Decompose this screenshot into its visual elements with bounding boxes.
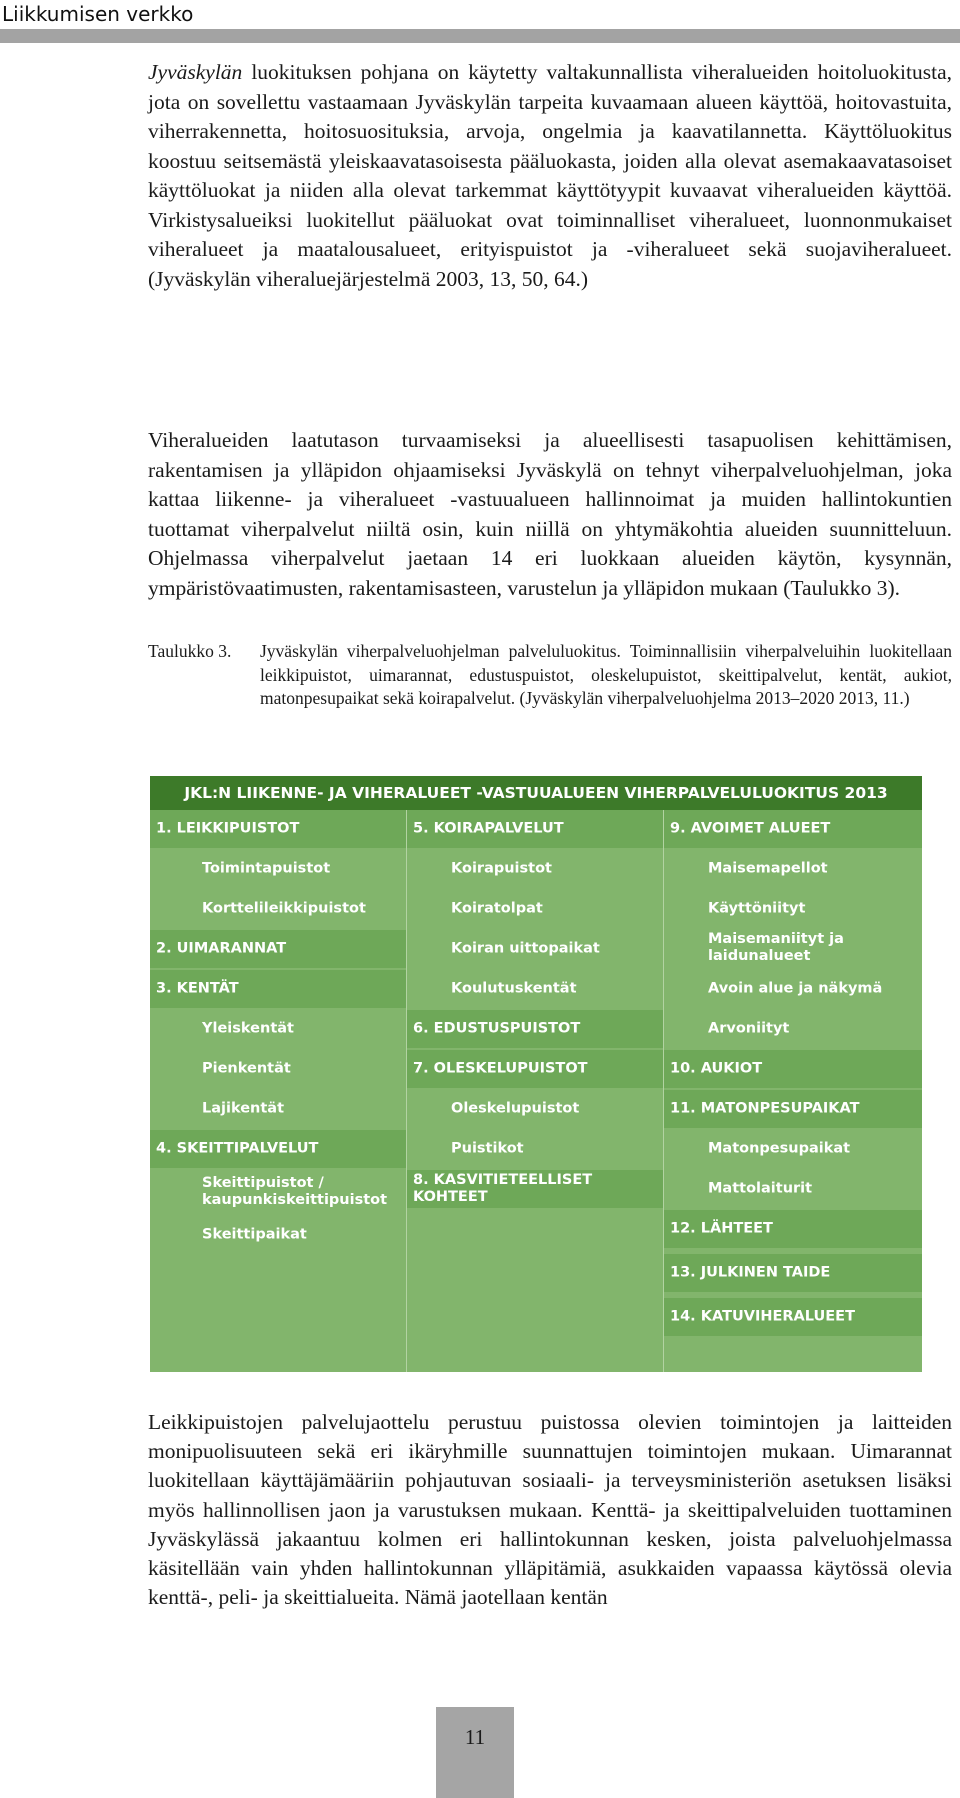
figure-column-1 <box>150 810 406 1372</box>
page-number-box <box>436 1707 514 1798</box>
category-lahteet: 12. LÄHTEET <box>664 1210 922 1248</box>
caption-text: Jyväskylän viherpalveluohjelman palveluluokitus. Toiminnallisiin viherpalveluihin luokitellaan leikkipuistot, uimarannat, edustuspuistot, oleskelupuistot, skeittipalvelut, kentät, aukiot, matonpesupaikat sekä koirapalvelut. (Jyväskylän viherpalveluohjelma 2013–2020 2013, 11.) <box>260 641 952 708</box>
figure-column-3 <box>664 810 922 1372</box>
subcategory-lajikentat: Lajikentät <box>202 1100 285 1117</box>
paragraph-intro-lead: Jyväskylän <box>148 60 243 84</box>
subcategory-pienkentat: Pienkentät <box>202 1060 291 1077</box>
subcategory-matonpesupaikat: Matonpesupaikat <box>708 1140 851 1157</box>
subcategory-koiran-uittopaikat: Koiran uittopaikat <box>451 940 600 957</box>
category-kentat: 3. KENTÄT <box>150 970 406 1008</box>
table-caption <box>148 640 952 711</box>
category-kasvitieteelliset-kohteet: 8. KASVITIETEELLISET KOHTEET <box>407 1170 663 1208</box>
subcategory-oleskelupuistot: Oleskelupuistot <box>451 1100 580 1117</box>
subcategory-koirapuistot: Koirapuistot <box>451 860 552 877</box>
subcategory-koulutuskentat: Koulutuskentät <box>451 980 577 997</box>
subcategory-yleiskentat: Yleiskentät <box>202 1020 294 1037</box>
category-edustuspuistot: 6. EDUSTUSPUISTOT <box>407 1010 663 1048</box>
category-avoimet-alueet: 9. AVOIMET ALUEET <box>664 810 922 848</box>
header-rule <box>0 29 960 43</box>
page-number: 11 <box>464 1725 486 1749</box>
category-skeittipalvelut: 4. SKEITTIPALVELUT <box>150 1130 406 1168</box>
figure-title: JKL:N LIIKENNE- JA VIHERALUEET -VASTUUALUEEN VIHERPALVELULUOKITUS 2013 <box>150 776 922 810</box>
subcategory-korttelileikkipuistot: Korttelileikkipuistot <box>202 900 366 917</box>
category-aukiot: 10. AUKIOT <box>664 1050 922 1088</box>
caption-label: Taulukko 3. <box>148 641 232 661</box>
subcategory-kayttoniityt: Käyttöniityt <box>708 900 806 917</box>
subcategory-maisemaniityt: Maisemaniityt ja laidunalueet <box>708 931 844 964</box>
category-oleskelupuistot: 7. OLESKELUPUISTOT <box>407 1050 663 1088</box>
paragraph-intro <box>148 58 952 294</box>
category-katuviheralueet: 14. KATUVIHERALUEET <box>664 1298 922 1336</box>
subcategory-skeittipuistot: Skeittipuistot / kaupunkiskeittipuistot <box>202 1175 388 1208</box>
subcategory-mattolaiturit: Mattolaiturit <box>708 1180 813 1197</box>
category-julkinen-taide: 13. JULKINEN TAIDE <box>664 1254 922 1292</box>
subcategory-toimintapuistot: Toimintapuistot <box>202 860 331 877</box>
subcategory-puistikot: Puistikot <box>451 1140 524 1157</box>
subcategory-koiratolpat: Koiratolpat <box>451 900 543 917</box>
classification-figure <box>150 776 922 1372</box>
category-matonpesupaikat: 11. MATONPESUPAIKAT <box>664 1090 922 1128</box>
subcategory-skeittipaikat: Skeittipaikat <box>202 1226 307 1243</box>
subcategory-arvoniityt: Arvoniityt <box>708 1020 790 1037</box>
subcategory-maisemapellot: Maisemapellot <box>708 860 828 877</box>
paragraph-leikkipuistot: Leikkipuistojen palvelujaottelu perustuu puistossa olevien toimintojen ja laitteiden monipuolisuuteen sekä eri ikäryhmille suunnattujen toimintojen mukaan. Uimarannat luokitellaan käyttäjämääriin pohjautuvan sosiaali- ja terveysministeriön asetuksen lisäksi myös hallinnollisen jaon ja varustuksen mukaan. Kenttä- ja skeittipalveluiden tuottaminen Jyväskylässä jakaantuu kolmen eri hallintokunnan kesken, joista palveluohjelmassa käsitellään vain yhden hallintokunnan ylläpitämiä, asukkaiden vapaassa käytössä olevia kenttä-, peli- ja skeittialueita. Nämä jaotellaan kentän <box>148 1410 952 1610</box>
category-leikkipuistot: 1. LEIKKIPUISTOT <box>150 810 406 848</box>
figure-column-2 <box>407 810 663 1372</box>
paragraph-intro-text: luokituksen pohjana on käytetty valtakunnallista viheralueiden hoitoluokitusta, jota on sovellettu vastaamaan Jyväskylän tarpeita kuvaamaan alueen käyttöä, hoitovastuita, viherrakennetta, hoitosuosituksia, arvoja, ongelmia ja kaavatilannetta. Käyttöluokitus koostuu seitsemästä yleiskaavatasoisesta pääluokasta, joiden alla olevat asemakaavatasoiset käyttöluokat ja niiden alla olevat tarkemmat käyttötyypit kuvaavat viheralueiden käyttöä. Virkistysalueiksi luokitellut pääluokat ovat toiminnalliset viheralueet, luonnonmukaiset viheralueet ja maatalousalueet, erityispuistot ja -viheralueet sekä suojaviheralueet. (Jyväskylän viheraluejärjestelmä 2003, 13, 50, 64.) <box>148 60 952 291</box>
running-header: Liikkumisen verkko <box>2 2 194 26</box>
category-uimarannat: 2. UIMARANNAT <box>150 930 406 968</box>
subcategory-avoin-alue: Avoin alue ja näkymä <box>708 980 883 997</box>
category-koirapalvelut: 5. KOIRAPALVELUT <box>407 810 663 848</box>
paragraph-viherpalveluohjelma: Viheralueiden laatutason turvaamiseksi ja alueellisesti tasapuolisen kehittämisen, rakentamisen ja ylläpidon ohjaamiseksi Jyväskylä on tehnyt viherpalveluohjelman, joka kattaa liikenne- ja viheralueet -vastuualueen hallinnoimat ja muiden hallintokuntien tuottamat viherpalvelut niiltä osin, kuin niillä on yhtymäkohtia alueiden suunnitteluun. Ohjelmassa viherpalvelut jaetaan 14 eri luokkaan alueiden käytön, kysynnän, ympäristövaatimusten, rakentamisasteen, varustelun ja ylläpidon mukaan (Taulukko 3). <box>148 428 952 600</box>
